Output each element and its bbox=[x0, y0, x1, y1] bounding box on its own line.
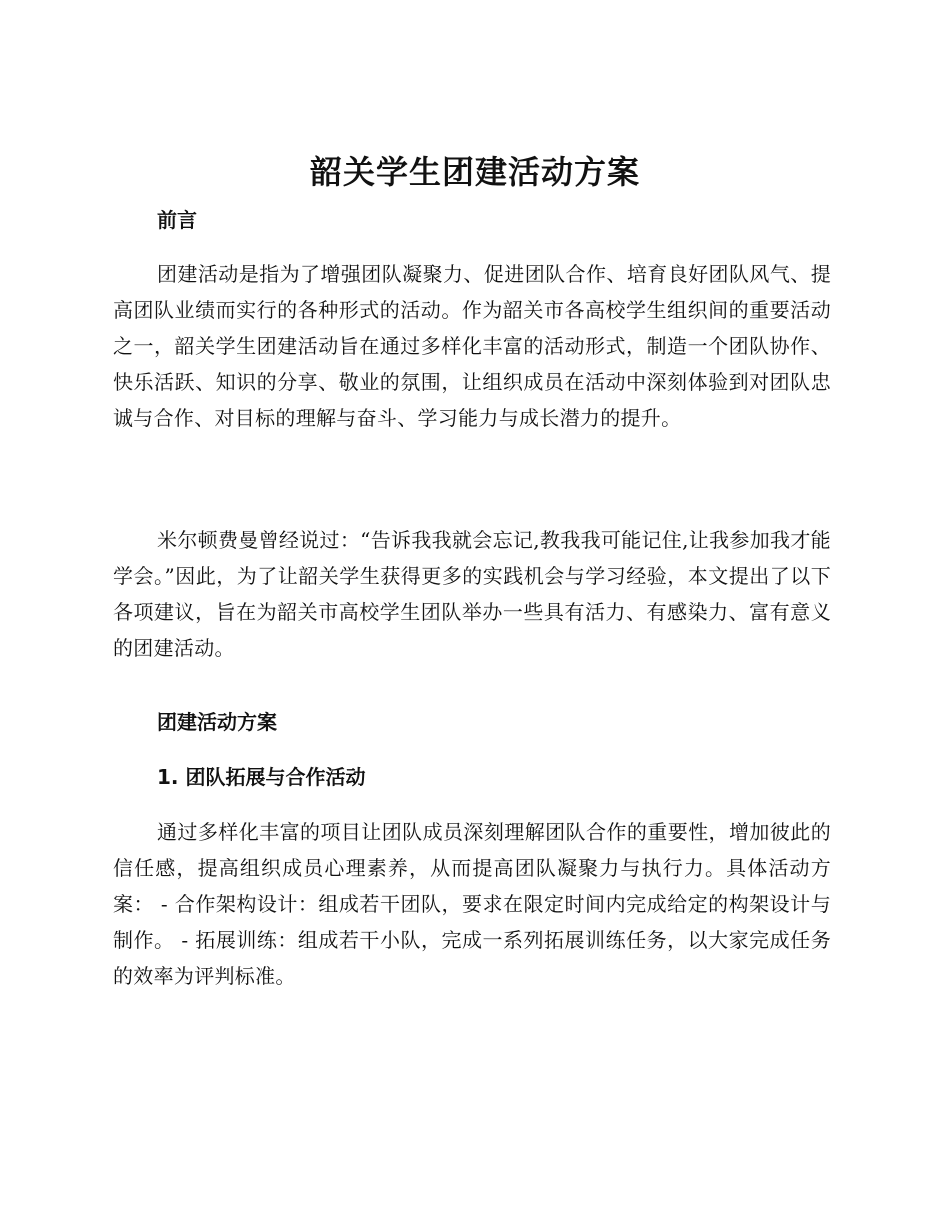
activity-1-heading: 1. 团队拓展与合作活动 bbox=[157, 765, 366, 789]
document-title: 韶关学生团建活动方案 bbox=[309, 153, 640, 191]
preface-paragraph-2: 米尔顿费曼曾经说过：“告诉我我就会忘记,教我我可能记住,让我参加我才能学会。”因此，为了让韶关学生获得更多的实践机会与学习经验，本文提出了以下各项建议，旨在为韶关市高校学生团队举办一些具有活力、有感染力、富有意义的团建活动。 bbox=[113, 528, 831, 660]
plan-heading: 团建活动方案 bbox=[157, 710, 277, 734]
preface-paragraph-1: 团建活动是指为了增强团队凝聚力、促进团队合作、培育良好团队风气、提高团队业绩而实行的各种形式的活动。作为韶关市各高校学生组织间的重要活动之一，韶关学生团建活动旨在通过多样化丰富的活动形式，制造一个团队协作、快乐活跃、知识的分享、敬业的氛围，让组织成员在活动中深刻体验到对团队忠诚与合作、对目标的理解与奋斗、学习能力与成长潜力的提升。 bbox=[113, 262, 831, 430]
activity-1-paragraph: 通过多样化丰富的项目让团队成员深刻理解团队合作的重要性，增加彼此的信任感，提高组织成员心理素养，从而提高团队凝聚力与执行力。具体活动方案： - 合作架构设计：组成若干团队，要求在限定时间内完成给定的构架设计与制作。 - 拓展训练：组成若干小队，完成一系列拓展训练任务，以大家完成任务的效率为评判标准。 bbox=[113, 820, 831, 988]
preface-heading: 前言 bbox=[157, 208, 197, 232]
